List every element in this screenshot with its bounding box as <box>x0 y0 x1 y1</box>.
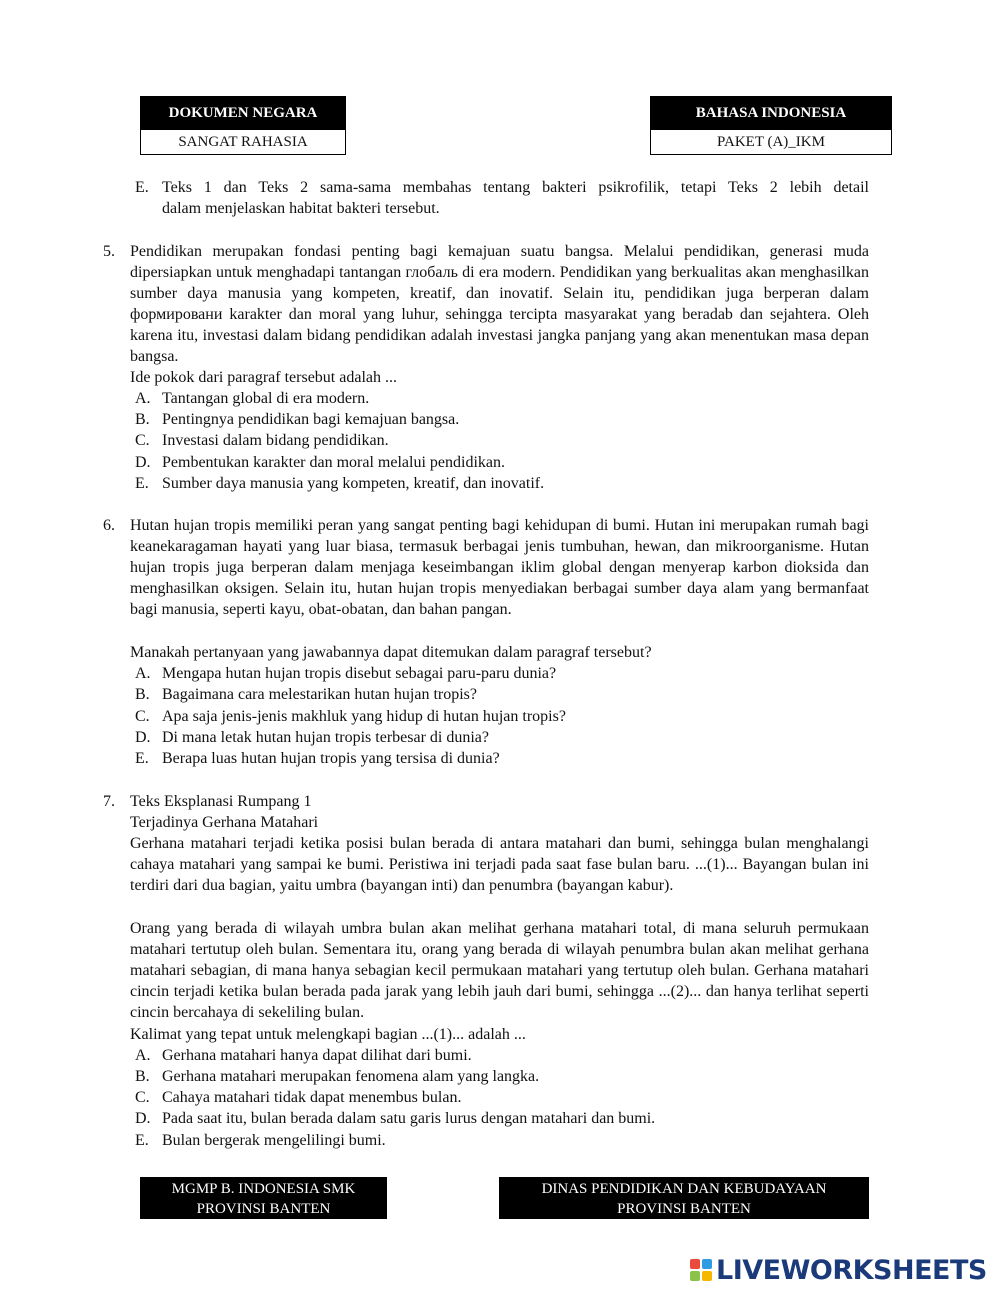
header-right-subtitle: PAKET (A)_IKM <box>651 129 891 154</box>
option-letter: A. <box>135 1047 151 1064</box>
option-letter: E. <box>135 475 149 492</box>
option-letter: B. <box>135 1068 150 1085</box>
header-right-box <box>650 96 892 155</box>
option-letter: B. <box>135 411 150 428</box>
logo-text: LIVEWORKSHEETS <box>716 1254 987 1286</box>
prev-option-line1: Teks 1 dan Teks 2 sama-sama membahas tentang bakteri psikrofilik, tetapi Teks 2 lebih detail <box>162 179 869 196</box>
option-letter: D. <box>135 729 151 746</box>
header-left-subtitle: SANGAT RAHASIA <box>141 129 345 154</box>
footer-right-line1: DINAS PENDIDIKAN DAN KEBUDAYAAN <box>541 1181 827 1197</box>
option-text[interactable]: Berapa luas hutan hujan tropis yang tersisa di dunia? <box>162 750 500 767</box>
option-text[interactable]: Di mana letak hutan hujan tropis terbesar di dunia? <box>162 729 490 746</box>
question-number: 5. <box>103 243 115 260</box>
option-text[interactable]: Pentingnya pendidikan bagi kemajuan bangsa. <box>162 411 460 428</box>
option-letter: B. <box>135 686 150 703</box>
question-paragraph: Hutan hujan tropis memiliki peran yang sangat penting bagi kehidupan di bumi. Hutan ini merupakan rumah bagi keanekaragaman hayati yang luar biasa, termasuk berbagai jenis tumbuhan, hewan, dan mikroorganisme. Hutan hujan tropis juga berperan dalam menjaga keseimbangan iklim global dengan menyerap karbon dioksida dan menghasilkan oksigen. Selain itu, hutan hujan tropis menyediakan berbagai sumber daya alam yang bermanfaat bagi manusia, seperti kayu, obat-obatan, dan bahan pangan. <box>130 517 869 618</box>
option-letter: E. <box>135 1132 149 1149</box>
liveworksheets-logo <box>690 1252 987 1288</box>
question-paragraph-1: Gerhana matahari terjadi ketika posisi bulan berada di antara matahari dan bumi, sehingga bulan menghalangi cahaya matahari yang sampai ke bumi. Peristiwa ini terjadi pada saat fase bulan baru. ...(1)... Bayangan bulan ini terdiri dari dua bagian, yaitu umbra (bayangan inti) dan penumbra (bayangan kabur). <box>130 835 869 894</box>
option-letter: A. <box>135 390 151 407</box>
option-letter: C. <box>135 432 150 449</box>
option-text[interactable]: Tantangan global di era modern. <box>162 390 370 407</box>
option-text[interactable]: Gerhana matahari hanya dapat dilihat dari bumi. <box>162 1047 472 1064</box>
question-number: 6. <box>103 517 115 534</box>
option-text[interactable]: Cahaya matahari tidak dapat menembus bulan. <box>162 1089 462 1106</box>
logo-squares-icon <box>690 1259 712 1281</box>
header-left-box <box>140 96 346 155</box>
header-right-title: BAHASA INDONESIA <box>651 97 891 129</box>
option-text[interactable]: Mengapa hutan hujan tropis disebut sebagai paru-paru dunia? <box>162 665 557 682</box>
option-text[interactable]: Bagaimana cara melestarikan hutan hujan tropis? <box>162 686 477 703</box>
question-prompt: Manakah pertanyaan yang jawabannya dapat ditemukan dalam paragraf tersebut? <box>130 644 652 661</box>
option-text[interactable]: Apa saja jenis-jenis makhluk yang hidup di hutan hujan tropis? <box>162 708 566 725</box>
text-label: Teks Eksplanasi Rumpang 1 <box>130 793 312 810</box>
question-paragraph: Pendidikan merupakan fondasi penting bagi kemajuan suatu bangsa. Melalui pendidikan, generasi muda dipersiapkan untuk menghadapi tantangan глобаль di era modern. Pendidikan yang berkualitas akan menghasilkan sumber daya manusia yang kompeten, kreatif, dan inovatif. Selain itu, pendidikan juga berperan dalam формировани karakter dan moral yang luhur, sehingga tercipta masyarakat yang beradab dan sejahtera. Oleh karena itu, investasi dalam bidang pendidikan adalah investasi jangka panjang yang akan menentukan masa depan bangsa. <box>130 243 869 365</box>
question-number: 7. <box>103 793 115 810</box>
option-text[interactable]: Sumber daya manusia yang kompeten, kreatif, dan inovatif. <box>162 475 545 492</box>
option-text[interactable]: Bulan bergerak mengelilingi bumi. <box>162 1132 386 1149</box>
option-text[interactable]: Pembentukan karakter dan moral melalui pendidikan. <box>162 454 505 471</box>
question-paragraph-2: Orang yang berada di wilayah umbra bulan akan melihat gerhana matahari total, di mana seluruh permukaan matahari tertutup oleh bulan. Sementara itu, orang yang berada di wilayah penumbra bulan akan melihat gerhana matahari sebagian, di mana hanya sebagian kecil permukaan matahari yang tertutup oleh bulan. Gerhana matahari cincin terjadi ketika bulan berada pada jarak yang lebih jauh dari bumi, sehingga ...(2)... dan hanya terlihat seperti cincin bercahaya di sekeliling bulan. <box>130 920 869 1021</box>
option-letter: C. <box>135 708 150 725</box>
header-left-title: DOKUMEN NEGARA <box>141 97 345 129</box>
prev-option-line2: dalam menjelaskan habitat bakteri tersebut. <box>162 200 440 217</box>
question-prompt: Ide pokok dari paragraf tersebut adalah ... <box>130 369 397 386</box>
footer-left-line2: PROVINSI BANTEN <box>196 1201 331 1217</box>
option-text[interactable]: Investasi dalam bidang pendidikan. <box>162 432 389 449</box>
option-text[interactable]: Gerhana matahari merupakan fenomena alam yang langka. <box>162 1068 540 1085</box>
text-title: Terjadinya Gerhana Matahari <box>130 814 319 831</box>
option-letter: A. <box>135 665 151 682</box>
prev-option-letter: E. <box>135 179 149 196</box>
footer-left-box <box>140 1177 387 1219</box>
option-letter: E. <box>135 750 149 767</box>
option-letter: C. <box>135 1089 150 1106</box>
option-text[interactable]: Pada saat itu, bulan berada dalam satu garis lurus dengan matahari dan bumi. <box>162 1110 656 1127</box>
footer-right-line2: PROVINSI BANTEN <box>617 1201 751 1217</box>
option-letter: D. <box>135 454 151 471</box>
option-letter: D. <box>135 1110 151 1127</box>
footer-left-line1: MGMP B. INDONESIA SMK <box>171 1181 356 1197</box>
footer-right-box <box>499 1177 869 1219</box>
question-prompt: Kalimat yang tepat untuk melengkapi bagian ...(1)... adalah ... <box>130 1026 526 1043</box>
